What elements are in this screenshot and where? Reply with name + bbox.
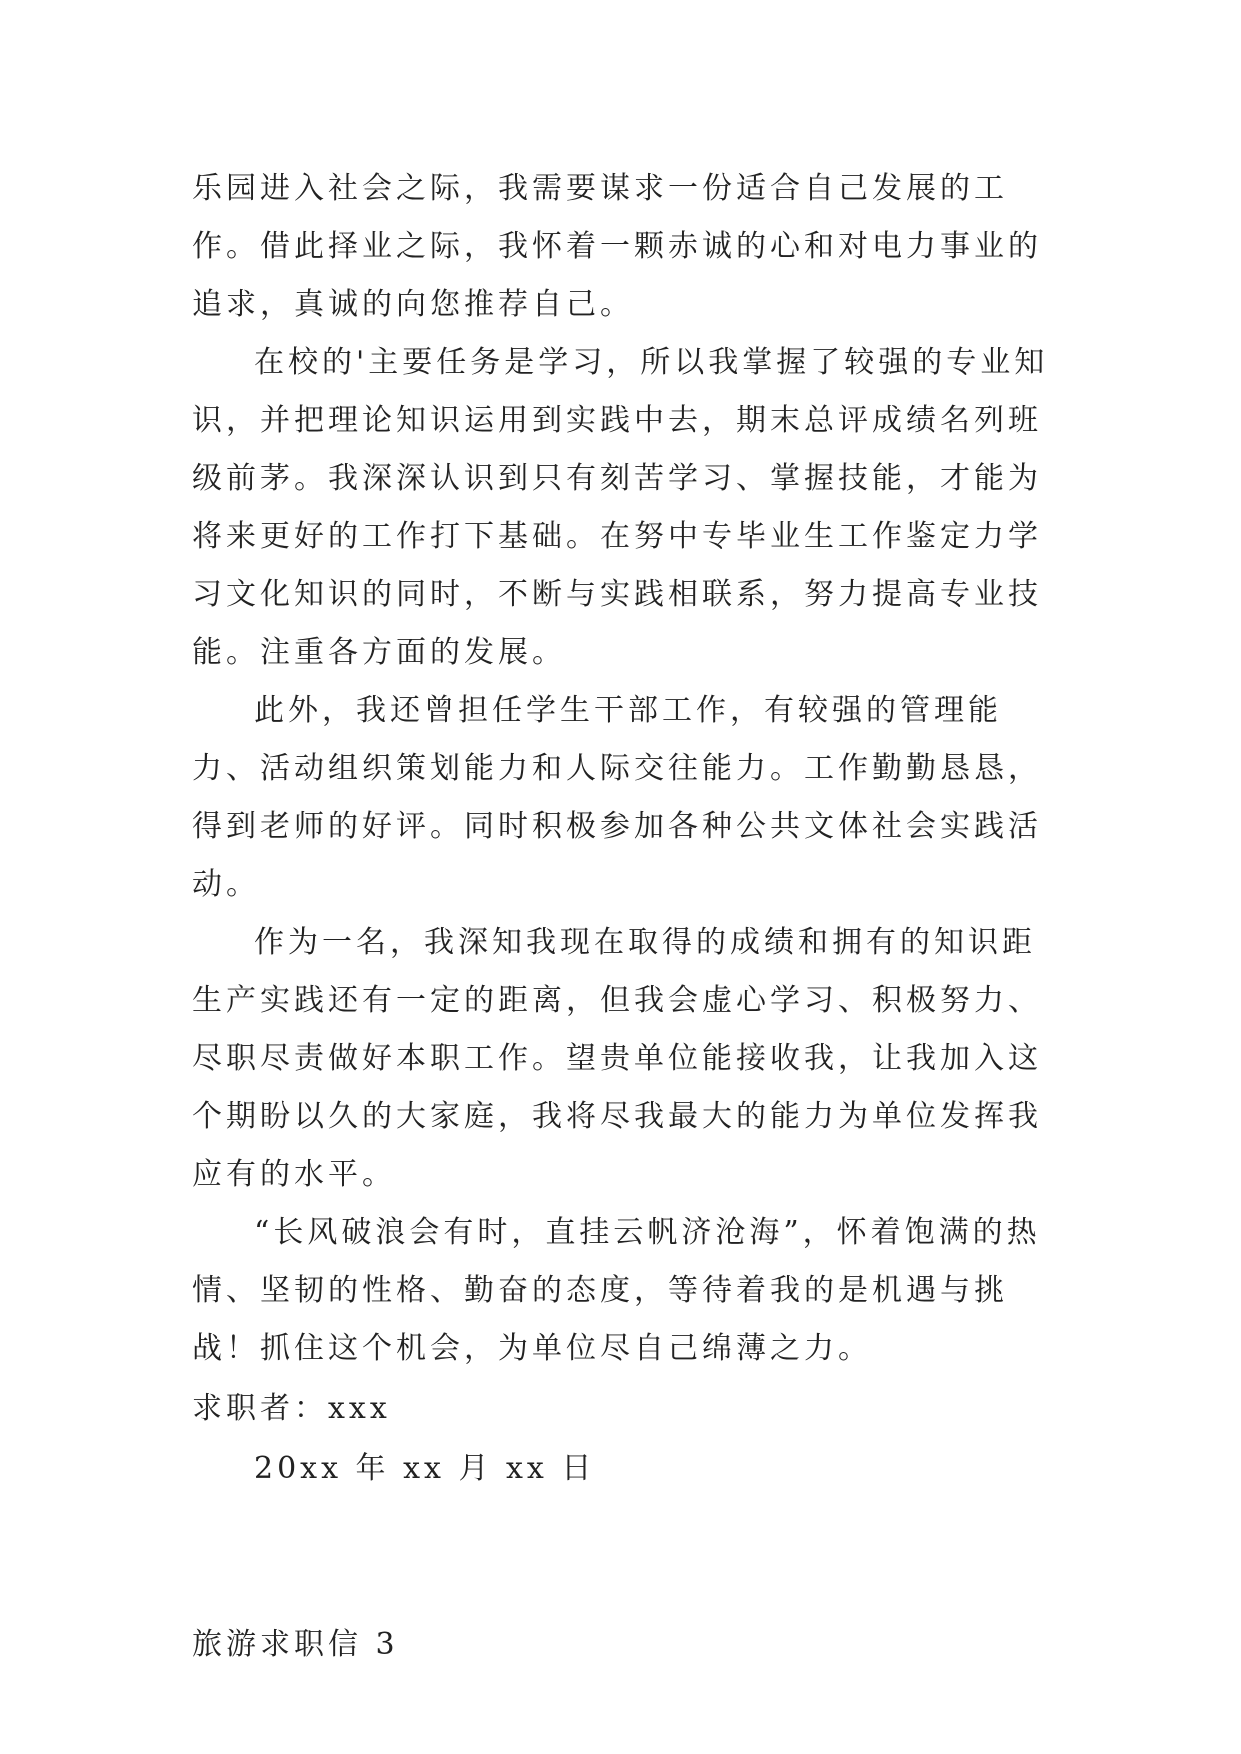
paragraph-4: 作为一名，我深知我现在取得的成绩和拥有的知识距生产实践还有一定的距离，但我会虚心学习、积极努力、尽职尽责做好本职工作。望贵单位能接收我，让我加入这个期盼以久的大家庭，我将尽我最大的能力为单位发挥我应有的水平。 [192, 925, 1042, 1192]
next-section-title: 旅游求职信 3 [192, 1627, 399, 1662]
date-line: 20xx 年 xx 月 xx 日 [254, 1451, 596, 1486]
signer-line: 求职者：xxx [192, 1391, 391, 1426]
paragraph-1: 乐园进入社会之际，我需要谋求一份适合自己发展的工作。借此择业之际，我怀着一颗赤诚的心和对电力事业的追求，真诚的向您推荐自己。 [192, 171, 1042, 322]
paragraph-5: “长风破浪会有时，直挂云帆济沧海”，怀着饱满的热情、坚韧的性格、勤奋的态度，等待着我的是机遇与挑战！抓住这个机会，为单位尽自己绵薄之力。 [192, 1215, 1041, 1366]
document-body [192, 160, 1062, 1674]
paragraph-2: 在校的'主要任务是学习，所以我掌握了较强的专业知识，并把理论知识运用到实践中去，期末总评成绩名列班级前茅。我深深认识到只有刻苦学习、掌握技能，才能为将来更好的工作打下基础。在努中专毕业生工作鉴定力学习文化知识的同时，不断与实践相联系，努力提高专业技能。注重各方面的发展。 [192, 345, 1049, 670]
paragraph-3: 此外，我还曾担任学生干部工作，有较强的管理能力、活动组织策划能力和人际交往能力。工作勤勤恳恳，得到老师的好评。同时积极参加各种公共文体社会实践活动。 [192, 693, 1042, 902]
